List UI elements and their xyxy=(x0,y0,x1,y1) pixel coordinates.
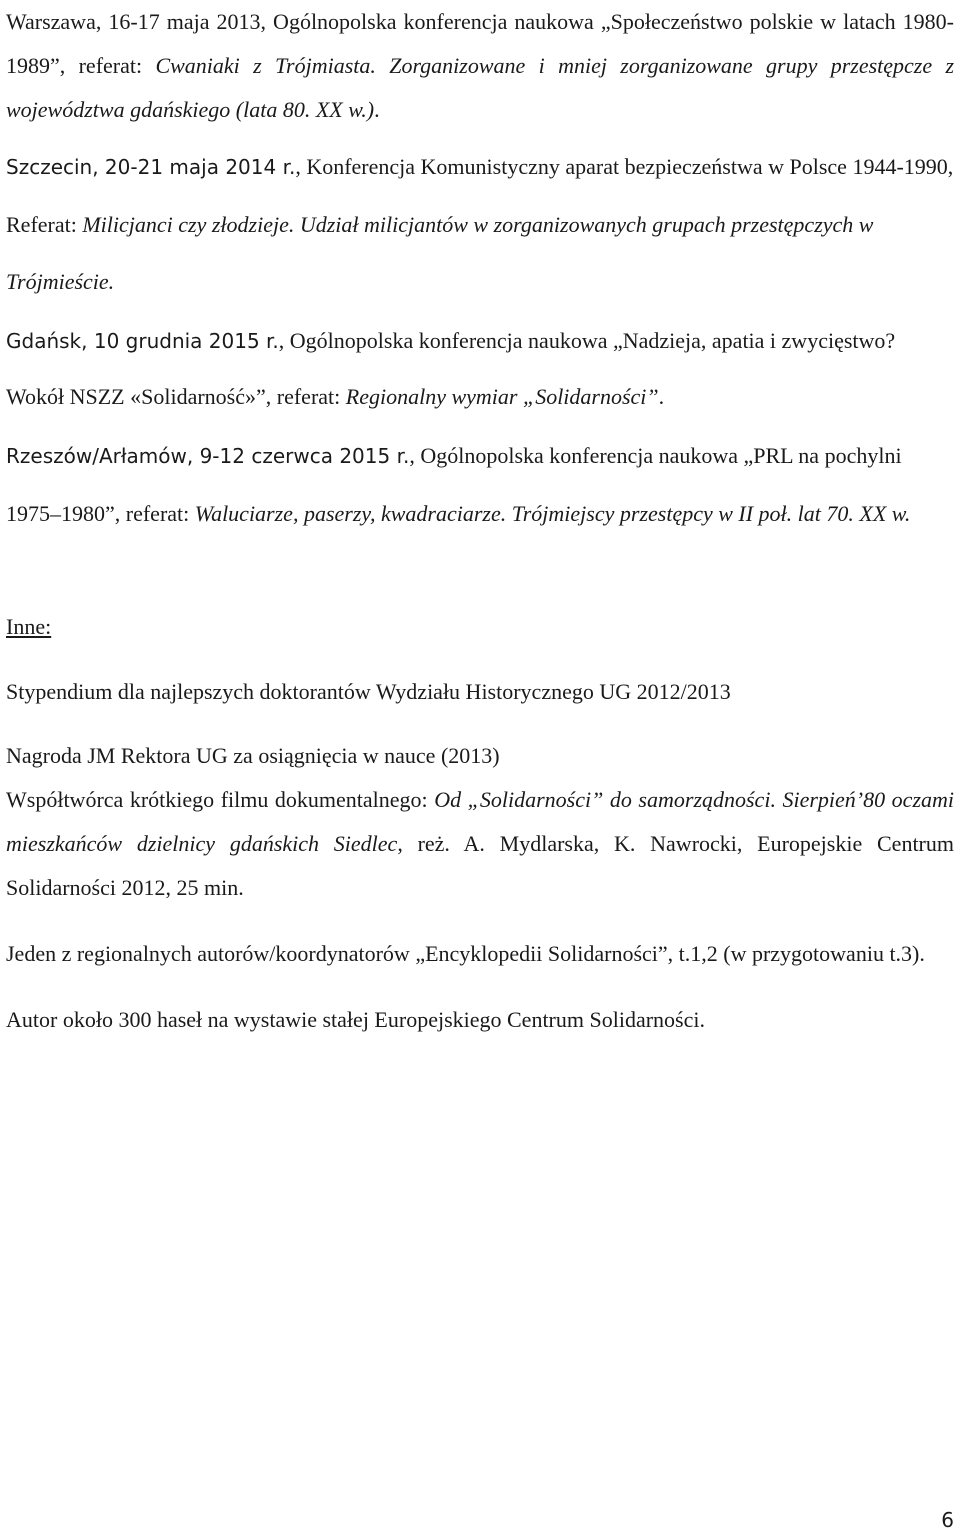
conference-gdansk-tail: . xyxy=(658,384,665,409)
film-credit-lead: Współtwórca krótkiego filmu dokumentalnego: xyxy=(6,787,435,812)
conference-gdansk-place: Gdańsk, 10 grudnia 2015 r. xyxy=(6,329,279,353)
conference-szczecin-title: Milicjanci czy złodzieje. Udział milicjantów w zorganizowanych grupach przestępczych w Trójmieście. xyxy=(6,212,874,294)
encyclopedia-credit: Jeden z regionalnych autorów/koordynatorów „Encyklopedii Solidarności”, t.1,2 (w przygotowaniu t.3). xyxy=(6,941,925,966)
conference-szczecin xyxy=(6,138,954,310)
conference-warszawa-title: Cwaniaki z Trójmiasta. Zorganizowane i mniej zorganizowane grupy przestępcze z województwa gdańskiego (lata 80. XX w.) xyxy=(6,53,955,122)
conference-warszawa-tail: . xyxy=(374,97,380,122)
film-credit-tail: , reż. A. Mydlarska, K. Nawrocki, Europejskie Centrum Solidarności 2012, 25 min. xyxy=(6,831,954,900)
conference-warszawa-lead: Warszawa, 16-17 maja 2013, Ogólnopolska konferencja naukowa „Społeczeństwo polskie w latach 1980-1989”, referat: xyxy=(6,9,954,78)
award-nagroda: Nagroda JM Rektora UG za osiągnięcia w nauce (2013) xyxy=(6,743,500,768)
conference-rzeszow xyxy=(6,427,954,542)
conference-rzeszow-lead: , Ogólnopolska konferencja naukowa „PRL na pochylni 1975‒1980”, referat: xyxy=(6,443,902,526)
conference-gdansk xyxy=(6,313,954,425)
conference-warszawa xyxy=(6,0,954,132)
document-page xyxy=(6,0,954,1042)
conference-gdansk-title: Regionalny wymiar „Solidarności” xyxy=(345,384,659,409)
conference-rzeszow-title: Waluciarze, paserzy, kwadraciarze. Trójmiejscy przestępcy w II poł. lat 70. XX w. xyxy=(194,501,911,526)
page-number: 6 xyxy=(941,1508,954,1532)
film-title: Od „Solidarności” do samorządności. Sierpień’80 oczami mieszkańców dzielnicy gdańskich Siedlec xyxy=(6,787,954,856)
conference-rzeszow-place: Rzeszów/Arłamów, 9-12 czerwca 2015 r. xyxy=(6,444,410,468)
award-stypendium: Stypendium dla najlepszych doktorantów Wydziału Historycznego UG 2012/2013 xyxy=(6,679,731,704)
conference-szczecin-lead: , Konferencja Komunistyczny aparat bezpieczeństwa w Polsce 1944-1990, Referat: xyxy=(6,154,954,237)
exhibition-credit: Autor około 300 haseł na wystawie stałej Europejskiego Centrum Solidarności. xyxy=(6,1007,705,1032)
conference-gdansk-lead: , Ogólnopolska konferencja naukowa „Nadzieja, apatia i zwycięstwo? Wokół NSZZ «Solidarność»”, referat: xyxy=(6,328,896,409)
section-heading-inne: Inne: xyxy=(6,614,52,639)
film-credit xyxy=(6,778,954,910)
conference-szczecin-place: Szczecin, 20-21 maja 2014 r. xyxy=(6,155,296,179)
